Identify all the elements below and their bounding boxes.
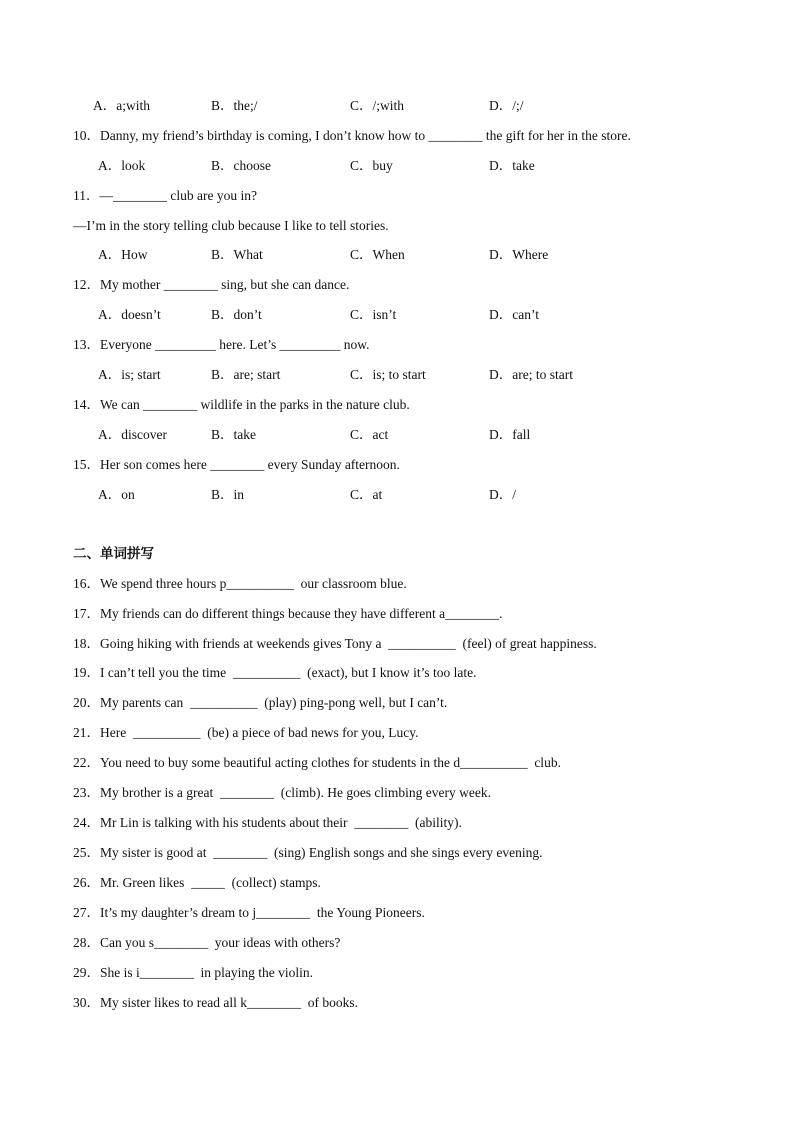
option-b: B．the;/ bbox=[211, 98, 258, 113]
question-28: 28．Can you s________ your ideas with others? bbox=[73, 935, 341, 950]
question-14: 14．We can ________ wildlife in the parks in the nature club. bbox=[73, 397, 410, 412]
question-20: 20．My parents can __________ (play) ping-pong well, but I can’t. bbox=[73, 695, 448, 710]
option-a: A．discover bbox=[98, 427, 167, 442]
option-c: C．act bbox=[350, 427, 389, 442]
question-22: 22．You need to buy some beautiful acting clothes for students in the d__________ club. bbox=[73, 755, 561, 770]
question-13: 13．Everyone _________ here. Let’s _________ now. bbox=[73, 337, 370, 352]
option-b: B．are; start bbox=[211, 367, 281, 382]
option-a: A．How bbox=[98, 247, 148, 262]
question-25: 25．My sister is good at ________ (sing) English songs and she sings every evening. bbox=[73, 845, 543, 860]
question-23: 23．My brother is a great ________ (climb). He goes climbing every week. bbox=[73, 785, 492, 800]
option-a: A．a;with bbox=[93, 98, 150, 113]
option-c: C．When bbox=[350, 247, 405, 262]
option-c: C．/;with bbox=[350, 98, 405, 113]
question-16: 16．We spend three hours p__________ our classroom blue. bbox=[73, 576, 407, 591]
option-d: D．/;/ bbox=[489, 98, 524, 113]
option-d: D．can’t bbox=[489, 307, 539, 322]
option-a: A．doesn’t bbox=[98, 307, 161, 322]
question-27: 27．It’s my daughter’s dream to j________ the Young Pioneers. bbox=[73, 905, 425, 920]
option-b: B．take bbox=[211, 427, 256, 442]
question-11: 11．—________ club are you in? bbox=[73, 188, 257, 203]
section-title: 二、单词拼写 bbox=[73, 546, 154, 562]
question-29: 29．She is i________ in playing the violin. bbox=[73, 965, 313, 980]
question-10: 10．Danny, my friend’s birthday is coming, I don’t know how to ________ the gift for her in the store. bbox=[73, 128, 631, 143]
option-b: B．don’t bbox=[211, 307, 262, 322]
option-c: C．at bbox=[350, 487, 383, 502]
option-d: D．take bbox=[489, 158, 535, 173]
option-c: C．isn’t bbox=[350, 307, 397, 322]
question-24: 24．Mr Lin is talking with his students about their ________ (ability). bbox=[73, 815, 462, 830]
option-b: B．What bbox=[211, 247, 263, 262]
option-c: C．is; to start bbox=[350, 367, 426, 382]
question-30: 30．My sister likes to read all k________ of books. bbox=[73, 995, 358, 1010]
question-11-response: —I’m in the story telling club because I like to tell stories. bbox=[73, 218, 389, 233]
option-d: D．Where bbox=[489, 247, 549, 262]
option-a: A．look bbox=[98, 158, 146, 173]
option-a: A．on bbox=[98, 487, 135, 502]
question-26: 26．Mr. Green likes _____ (collect) stamps. bbox=[73, 875, 321, 890]
option-b: B．in bbox=[211, 487, 245, 502]
option-c: C．buy bbox=[350, 158, 393, 173]
question-21: 21．Here __________ (be) a piece of bad news for you, Lucy. bbox=[73, 725, 419, 740]
option-d: D．are; to start bbox=[489, 367, 573, 382]
option-d: D．fall bbox=[489, 427, 531, 442]
question-17: 17．My friends can do different things because they have different a________. bbox=[73, 606, 503, 621]
question-18: 18．Going hiking with friends at weekends gives Tony a __________ (feel) of great happiness. bbox=[73, 636, 597, 651]
option-d: D．/ bbox=[489, 487, 516, 502]
option-a: A．is; start bbox=[98, 367, 161, 382]
question-15: 15．Her son comes here ________ every Sunday afternoon. bbox=[73, 457, 400, 472]
question-19: 19．I can’t tell you the time __________ (exact), but I know it’s too late. bbox=[73, 665, 477, 680]
option-b: B．choose bbox=[211, 158, 271, 173]
question-12: 12．My mother ________ sing, but she can dance. bbox=[73, 277, 350, 292]
